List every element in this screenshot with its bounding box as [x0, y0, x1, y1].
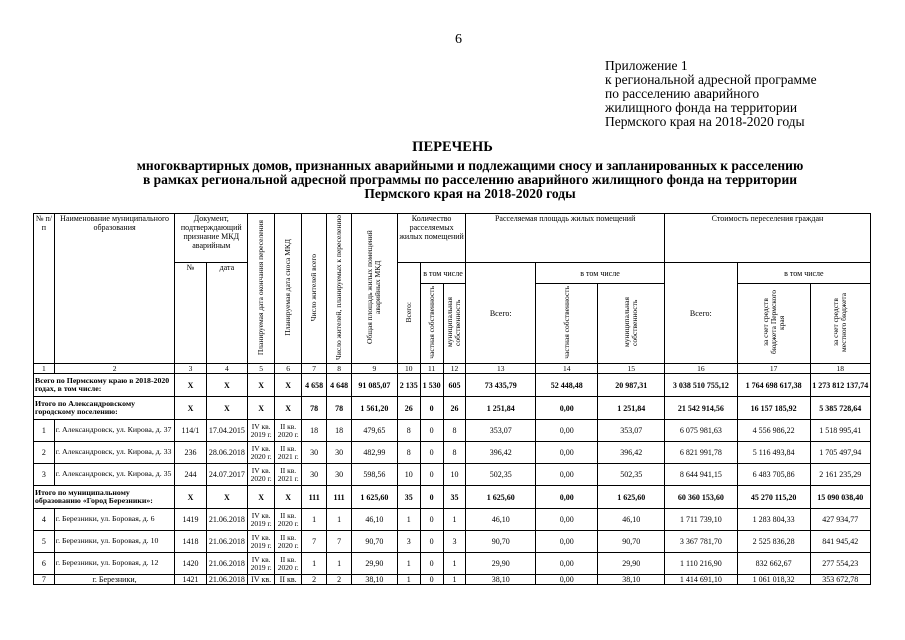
row-number: 1 — [34, 420, 55, 442]
total-cell-c10: 35 — [397, 486, 420, 509]
cell-c4: 17.04.2015 — [206, 420, 248, 442]
cell-c12: 1 — [443, 575, 466, 585]
table-row — [34, 420, 871, 442]
total-cell-c14: 0,00 — [536, 486, 598, 509]
cell-c13: 396,42 — [466, 442, 536, 464]
cell-c5: IV кв. 2020 г. — [248, 442, 275, 464]
column-number: 10 — [397, 364, 420, 374]
cell-c14: 0,00 — [536, 420, 598, 442]
total-cell-c13: 1 625,60 — [466, 486, 536, 509]
address-cell: г. Александровск, ул. Кирова, д. 37 — [54, 420, 175, 442]
total-cell-c18: 15 090 038,40 — [810, 486, 871, 509]
cell-c13: 502,35 — [466, 464, 536, 486]
cell-c13: 353,07 — [466, 420, 536, 442]
cell-c7: 7 — [302, 531, 327, 553]
total-cell-c9: 1 625,60 — [352, 486, 398, 509]
column-number: 13 — [466, 364, 536, 374]
cell-c18: 2 161 235,29 — [810, 464, 871, 486]
column-number: 18 — [810, 364, 871, 374]
cell-c6: II кв. 2021 г. — [275, 442, 302, 464]
cell-c9: 90,70 — [352, 531, 398, 553]
total-cell-c7: 78 — [302, 397, 327, 420]
total-cell-c18: 5 385 728,64 — [810, 397, 871, 420]
cell-c9: 479,65 — [352, 420, 398, 442]
total-cell-c11: 0 — [420, 486, 443, 509]
cell-c11: 0 — [420, 420, 443, 442]
address-cell: г. Александровск, ул. Кирова, д. 33 — [54, 442, 175, 464]
total-cell-c17: 16 157 185,92 — [737, 397, 810, 420]
cell-c4: 28.06.2018 — [206, 442, 248, 464]
total-cell-x6: X — [275, 486, 302, 509]
appendix-line: жилищного фонда на территории — [605, 100, 798, 115]
cell-c17: 1 283 804,33 — [737, 509, 810, 531]
total-cell-c16: 3 038 510 755,12 — [664, 374, 737, 397]
col-header-municipality: Наименование муниципального образования — [54, 214, 175, 364]
cell-c10: 1 — [397, 553, 420, 575]
appendix-line: Пермского края на 2018-2020 годы — [605, 114, 805, 129]
column-number: 16 — [664, 364, 737, 374]
cell-c11: 0 — [420, 442, 443, 464]
cell-c9: 482,99 — [352, 442, 398, 464]
cell-c17: 832 662,67 — [737, 553, 810, 575]
cell-c12: 3 — [443, 531, 466, 553]
cell-c3: 114/1 — [175, 420, 206, 442]
column-number: 2 — [54, 364, 175, 374]
cell-c5: IV кв. 2019 г. — [248, 531, 275, 553]
total-cell-c18: 1 273 812 137,74 — [810, 374, 871, 397]
cell-c3: 1420 — [175, 553, 206, 575]
column-number: 7 — [302, 364, 327, 374]
total-cell-c10: 26 — [397, 397, 420, 420]
cell-c16: 1 110 216,90 — [664, 553, 737, 575]
header-row — [34, 214, 871, 263]
cell-c16: 6 821 991,78 — [664, 442, 737, 464]
column-number: 4 — [206, 364, 248, 374]
total-cell-x4: X — [206, 397, 248, 420]
row-number: 4 — [34, 509, 55, 531]
column-number: 11 — [420, 364, 443, 374]
cell-c11: 0 — [420, 531, 443, 553]
appendix-line: к региональной адресной программе — [605, 72, 817, 87]
cell-c12: 10 — [443, 464, 466, 486]
total-cell-c17: 45 270 115,20 — [737, 486, 810, 509]
total-cell-c13: 1 251,84 — [466, 397, 536, 420]
subtitle-line: в рамках региональной адресной программы по расселению аварийного жилищного фонда на территории — [142, 172, 797, 187]
total-cell-c12: 35 — [443, 486, 466, 509]
col-header-cost: Стоимость переселения граждан — [664, 214, 870, 263]
col-header-area-private: частная собственность — [536, 284, 598, 364]
total-cell-c10: 2 135 — [397, 374, 420, 397]
cell-c10: 3 — [397, 531, 420, 553]
col-header-resettle-end: Планируемая дата окончания переселения — [248, 214, 275, 364]
column-number: 1 — [34, 364, 55, 374]
total-cell-c8: 78 — [327, 397, 352, 420]
cell-c18: 1 705 497,94 — [810, 442, 871, 464]
column-number: 3 — [175, 364, 206, 374]
cell-c13: 29,90 — [466, 553, 536, 575]
appendix-line: по расселению аварийного — [605, 86, 760, 101]
cell-c6: II кв. 2020 г. — [275, 509, 302, 531]
column-number: 5 — [248, 364, 275, 374]
cell-c6: II кв. 2021 г. — [275, 464, 302, 486]
cell-c15: 29,90 — [598, 553, 665, 575]
cell-c12: 8 — [443, 442, 466, 464]
cell-c8: 7 — [327, 531, 352, 553]
col-header-rooms: Количество расселяемых жилых помещений — [397, 214, 466, 263]
cell-c6: II кв. 2020 г. — [275, 420, 302, 442]
col-header-area-total: Всего: — [466, 263, 536, 364]
document-title: ПЕРЕЧЕНЬ — [412, 139, 493, 155]
cell-c6: II кв. 2020 г. — [275, 553, 302, 575]
total-cell-c11: 0 — [420, 397, 443, 420]
column-number: 6 — [275, 364, 302, 374]
cell-c10: 1 — [397, 509, 420, 531]
cell-c4: 21.06.2018 — [206, 575, 248, 585]
cell-c15: 353,07 — [598, 420, 665, 442]
total-cell-c17: 1 764 698 617,38 — [737, 374, 810, 397]
cell-c6: II кв. — [275, 575, 302, 585]
table-row — [34, 442, 871, 464]
cell-c3: 1419 — [175, 509, 206, 531]
cell-c17: 2 525 836,28 — [737, 531, 810, 553]
cell-c15: 502,35 — [598, 464, 665, 486]
subtitle-line: Пермского края на 2018-2020 годы — [364, 186, 576, 201]
cell-c7: 30 — [302, 442, 327, 464]
berezniki-total-row — [34, 486, 871, 509]
cell-c8: 30 — [327, 464, 352, 486]
address-cell: г. Березники, ул. Боровая, д. 10 — [54, 531, 175, 553]
col-header-rooms-municipal: муниципальная собственность — [443, 284, 466, 364]
cell-c11: 0 — [420, 464, 443, 486]
cell-c13: 46,10 — [466, 509, 536, 531]
cell-c16: 1 414 691,10 — [664, 575, 737, 585]
col-header-cost-total: Всего: — [664, 263, 737, 364]
cell-c9: 598,56 — [352, 464, 398, 486]
col-header-cost-incl: в том числе — [737, 263, 870, 284]
cell-c3: 236 — [175, 442, 206, 464]
total-cell-c9: 91 085,07 — [352, 374, 398, 397]
column-number: 12 — [443, 364, 466, 374]
row-number: 3 — [34, 464, 55, 486]
col-header-num: № п/п — [34, 214, 55, 364]
cell-c14: 0,00 — [536, 575, 598, 585]
total-cell-c14: 0,00 — [536, 397, 598, 420]
total-cell-c15: 1 625,60 — [598, 486, 665, 509]
cell-c10: 10 — [397, 464, 420, 486]
cell-c10: 1 — [397, 575, 420, 585]
page-number: 6 — [455, 32, 462, 47]
col-header-regional-budget: за счет средств бюджета Пермского края — [737, 284, 810, 364]
total-cell-c13: 73 435,79 — [466, 374, 536, 397]
column-number: 17 — [737, 364, 810, 374]
total-cell-c7: 4 658 — [302, 374, 327, 397]
total-label: Всего по Пермскому краю в 2018-2020 годах, в том числе: — [34, 374, 175, 397]
cell-c15: 90,70 — [598, 531, 665, 553]
col-header-area-incl: в том числе — [536, 263, 665, 284]
col-header-document: Документ, подтверждающий признание МКД аварийным — [175, 214, 248, 263]
cell-c3: 1421 — [175, 575, 206, 585]
cell-c8: 1 — [327, 553, 352, 575]
total-cell-x3: X — [175, 397, 206, 420]
column-number: 15 — [598, 364, 665, 374]
housing-table — [33, 213, 871, 585]
address-cell: г. Березники, ул. Боровая, д. 6 — [54, 509, 175, 531]
total-cell-c16: 21 542 914,56 — [664, 397, 737, 420]
col-header-doc-num: № — [175, 263, 206, 364]
cell-c9: 29,90 — [352, 553, 398, 575]
cell-c14: 0,00 — [536, 509, 598, 531]
cell-c5: IV кв. 2019 г. — [248, 509, 275, 531]
total-cell-c8: 4 648 — [327, 374, 352, 397]
col-header-planned-residents: Число жителей, планируемых к переселению — [327, 214, 352, 364]
cell-c7: 1 — [302, 553, 327, 575]
cell-c4: 21.06.2018 — [206, 553, 248, 575]
cell-c18: 841 945,42 — [810, 531, 871, 553]
col-header-rooms-incl: в том числе — [420, 263, 466, 284]
total-cell-x3: X — [175, 374, 206, 397]
col-header-residents: Число жителей всего — [302, 214, 327, 364]
table-row — [34, 531, 871, 553]
cell-c9: 46,10 — [352, 509, 398, 531]
address-cell: г. Александровск, ул. Кирова, д. 35 — [54, 464, 175, 486]
cell-c5: IV кв. — [248, 575, 275, 585]
total-label: Итого по муниципальному образованию «Город Березники»: — [34, 486, 175, 509]
cell-c14: 0,00 — [536, 464, 598, 486]
cell-c17: 1 061 018,32 — [737, 575, 810, 585]
col-header-total-area: Общая площадь жилых помещений аварийных МКД — [352, 214, 398, 364]
cell-c17: 4 556 986,22 — [737, 420, 810, 442]
total-cell-c12: 26 — [443, 397, 466, 420]
cell-c18: 427 934,77 — [810, 509, 871, 531]
appendix-note — [605, 59, 875, 129]
total-cell-x3: X — [175, 486, 206, 509]
row-number: 6 — [34, 553, 55, 575]
cell-c10: 8 — [397, 420, 420, 442]
cell-c10: 8 — [397, 442, 420, 464]
address-cell: г. Березники, — [54, 575, 175, 585]
col-header-local-budget: за счет средств местного бюджета — [810, 284, 871, 364]
col-header-rooms-private: частная собственность — [420, 284, 443, 364]
cell-c4: 21.06.2018 — [206, 531, 248, 553]
cell-c9: 38,10 — [352, 575, 398, 585]
cell-c5: IV кв. 2020 г. — [248, 464, 275, 486]
alexandrovsk-total-row — [34, 397, 871, 420]
total-cell-x5: X — [248, 374, 275, 397]
cell-c16: 6 075 981,63 — [664, 420, 737, 442]
cell-c16: 3 367 781,70 — [664, 531, 737, 553]
cell-c11: 0 — [420, 575, 443, 585]
cell-c7: 1 — [302, 509, 327, 531]
table-row — [34, 464, 871, 486]
cell-c3: 1418 — [175, 531, 206, 553]
cell-c17: 5 116 493,84 — [737, 442, 810, 464]
cell-c13: 90,70 — [466, 531, 536, 553]
cell-c12: 1 — [443, 509, 466, 531]
cell-c8: 2 — [327, 575, 352, 585]
cell-c18: 1 518 995,41 — [810, 420, 871, 442]
cell-c12: 8 — [443, 420, 466, 442]
total-cell-x4: X — [206, 486, 248, 509]
cell-c7: 30 — [302, 464, 327, 486]
total-cell-c8: 111 — [327, 486, 352, 509]
total-cell-c7: 111 — [302, 486, 327, 509]
cell-c11: 0 — [420, 509, 443, 531]
total-cell-x6: X — [275, 397, 302, 420]
col-header-doc-date: дата — [206, 263, 248, 364]
appendix-line: Приложение 1 — [605, 58, 688, 73]
row-number: 2 — [34, 442, 55, 464]
total-cell-x4: X — [206, 374, 248, 397]
total-cell-x5: X — [248, 486, 275, 509]
address-cell: г. Березники, ул. Боровая, д. 12 — [54, 553, 175, 575]
cell-c16: 8 644 941,15 — [664, 464, 737, 486]
total-cell-c12: 605 — [443, 374, 466, 397]
cell-c16: 1 711 739,10 — [664, 509, 737, 531]
total-cell-c14: 52 448,48 — [536, 374, 598, 397]
col-header-demolish: Планируемая дата сноса МКД — [275, 214, 302, 364]
total-cell-x5: X — [248, 397, 275, 420]
cell-c15: 46,10 — [598, 509, 665, 531]
column-numbers-row — [34, 364, 871, 374]
col-header-area: Расселяемая площадь жилых помещений — [466, 214, 665, 263]
grand-total-row — [34, 374, 871, 397]
cell-c5: IV кв. 2019 г. — [248, 420, 275, 442]
row-number: 5 — [34, 531, 55, 553]
subtitle-line: многоквартирных домов, признанных аварийными и подлежащими сносу и запланированных к расселению — [136, 158, 804, 173]
total-cell-c15: 20 987,31 — [598, 374, 665, 397]
cell-c8: 1 — [327, 509, 352, 531]
col-header-area-municipal: муниципальная собственность — [598, 284, 665, 364]
total-cell-c15: 1 251,84 — [598, 397, 665, 420]
table-row — [34, 553, 871, 575]
cell-c12: 1 — [443, 553, 466, 575]
cell-c14: 0,00 — [536, 442, 598, 464]
cell-c7: 2 — [302, 575, 327, 585]
total-cell-c9: 1 561,20 — [352, 397, 398, 420]
column-number: 14 — [536, 364, 598, 374]
cell-c15: 396,42 — [598, 442, 665, 464]
cell-c11: 0 — [420, 553, 443, 575]
cell-c3: 244 — [175, 464, 206, 486]
cell-c17: 6 483 705,86 — [737, 464, 810, 486]
col-header-rooms-total: Всего: — [397, 263, 420, 364]
column-number: 8 — [327, 364, 352, 374]
cell-c8: 18 — [327, 420, 352, 442]
cell-c4: 24.07.2017 — [206, 464, 248, 486]
table-row — [34, 575, 871, 585]
table-row — [34, 509, 871, 531]
cell-c8: 30 — [327, 442, 352, 464]
cell-c7: 18 — [302, 420, 327, 442]
total-cell-c16: 60 360 153,60 — [664, 486, 737, 509]
row-number: 7 — [34, 575, 55, 585]
column-number: 9 — [352, 364, 398, 374]
cell-c18: 353 672,78 — [810, 575, 871, 585]
cell-c4: 21.06.2018 — [206, 509, 248, 531]
total-label: Итого по Александровскому городскому поселению: — [34, 397, 175, 420]
cell-c14: 0,00 — [536, 553, 598, 575]
cell-c5: IV кв. 2019 г. — [248, 553, 275, 575]
document-subtitle — [80, 159, 860, 201]
total-cell-c11: 1 530 — [420, 374, 443, 397]
cell-c15: 38,10 — [598, 575, 665, 585]
cell-c18: 277 554,23 — [810, 553, 871, 575]
cell-c6: II кв. 2020 г. — [275, 531, 302, 553]
total-cell-x6: X — [275, 374, 302, 397]
cell-c14: 0,00 — [536, 531, 598, 553]
cell-c13: 38,10 — [466, 575, 536, 585]
